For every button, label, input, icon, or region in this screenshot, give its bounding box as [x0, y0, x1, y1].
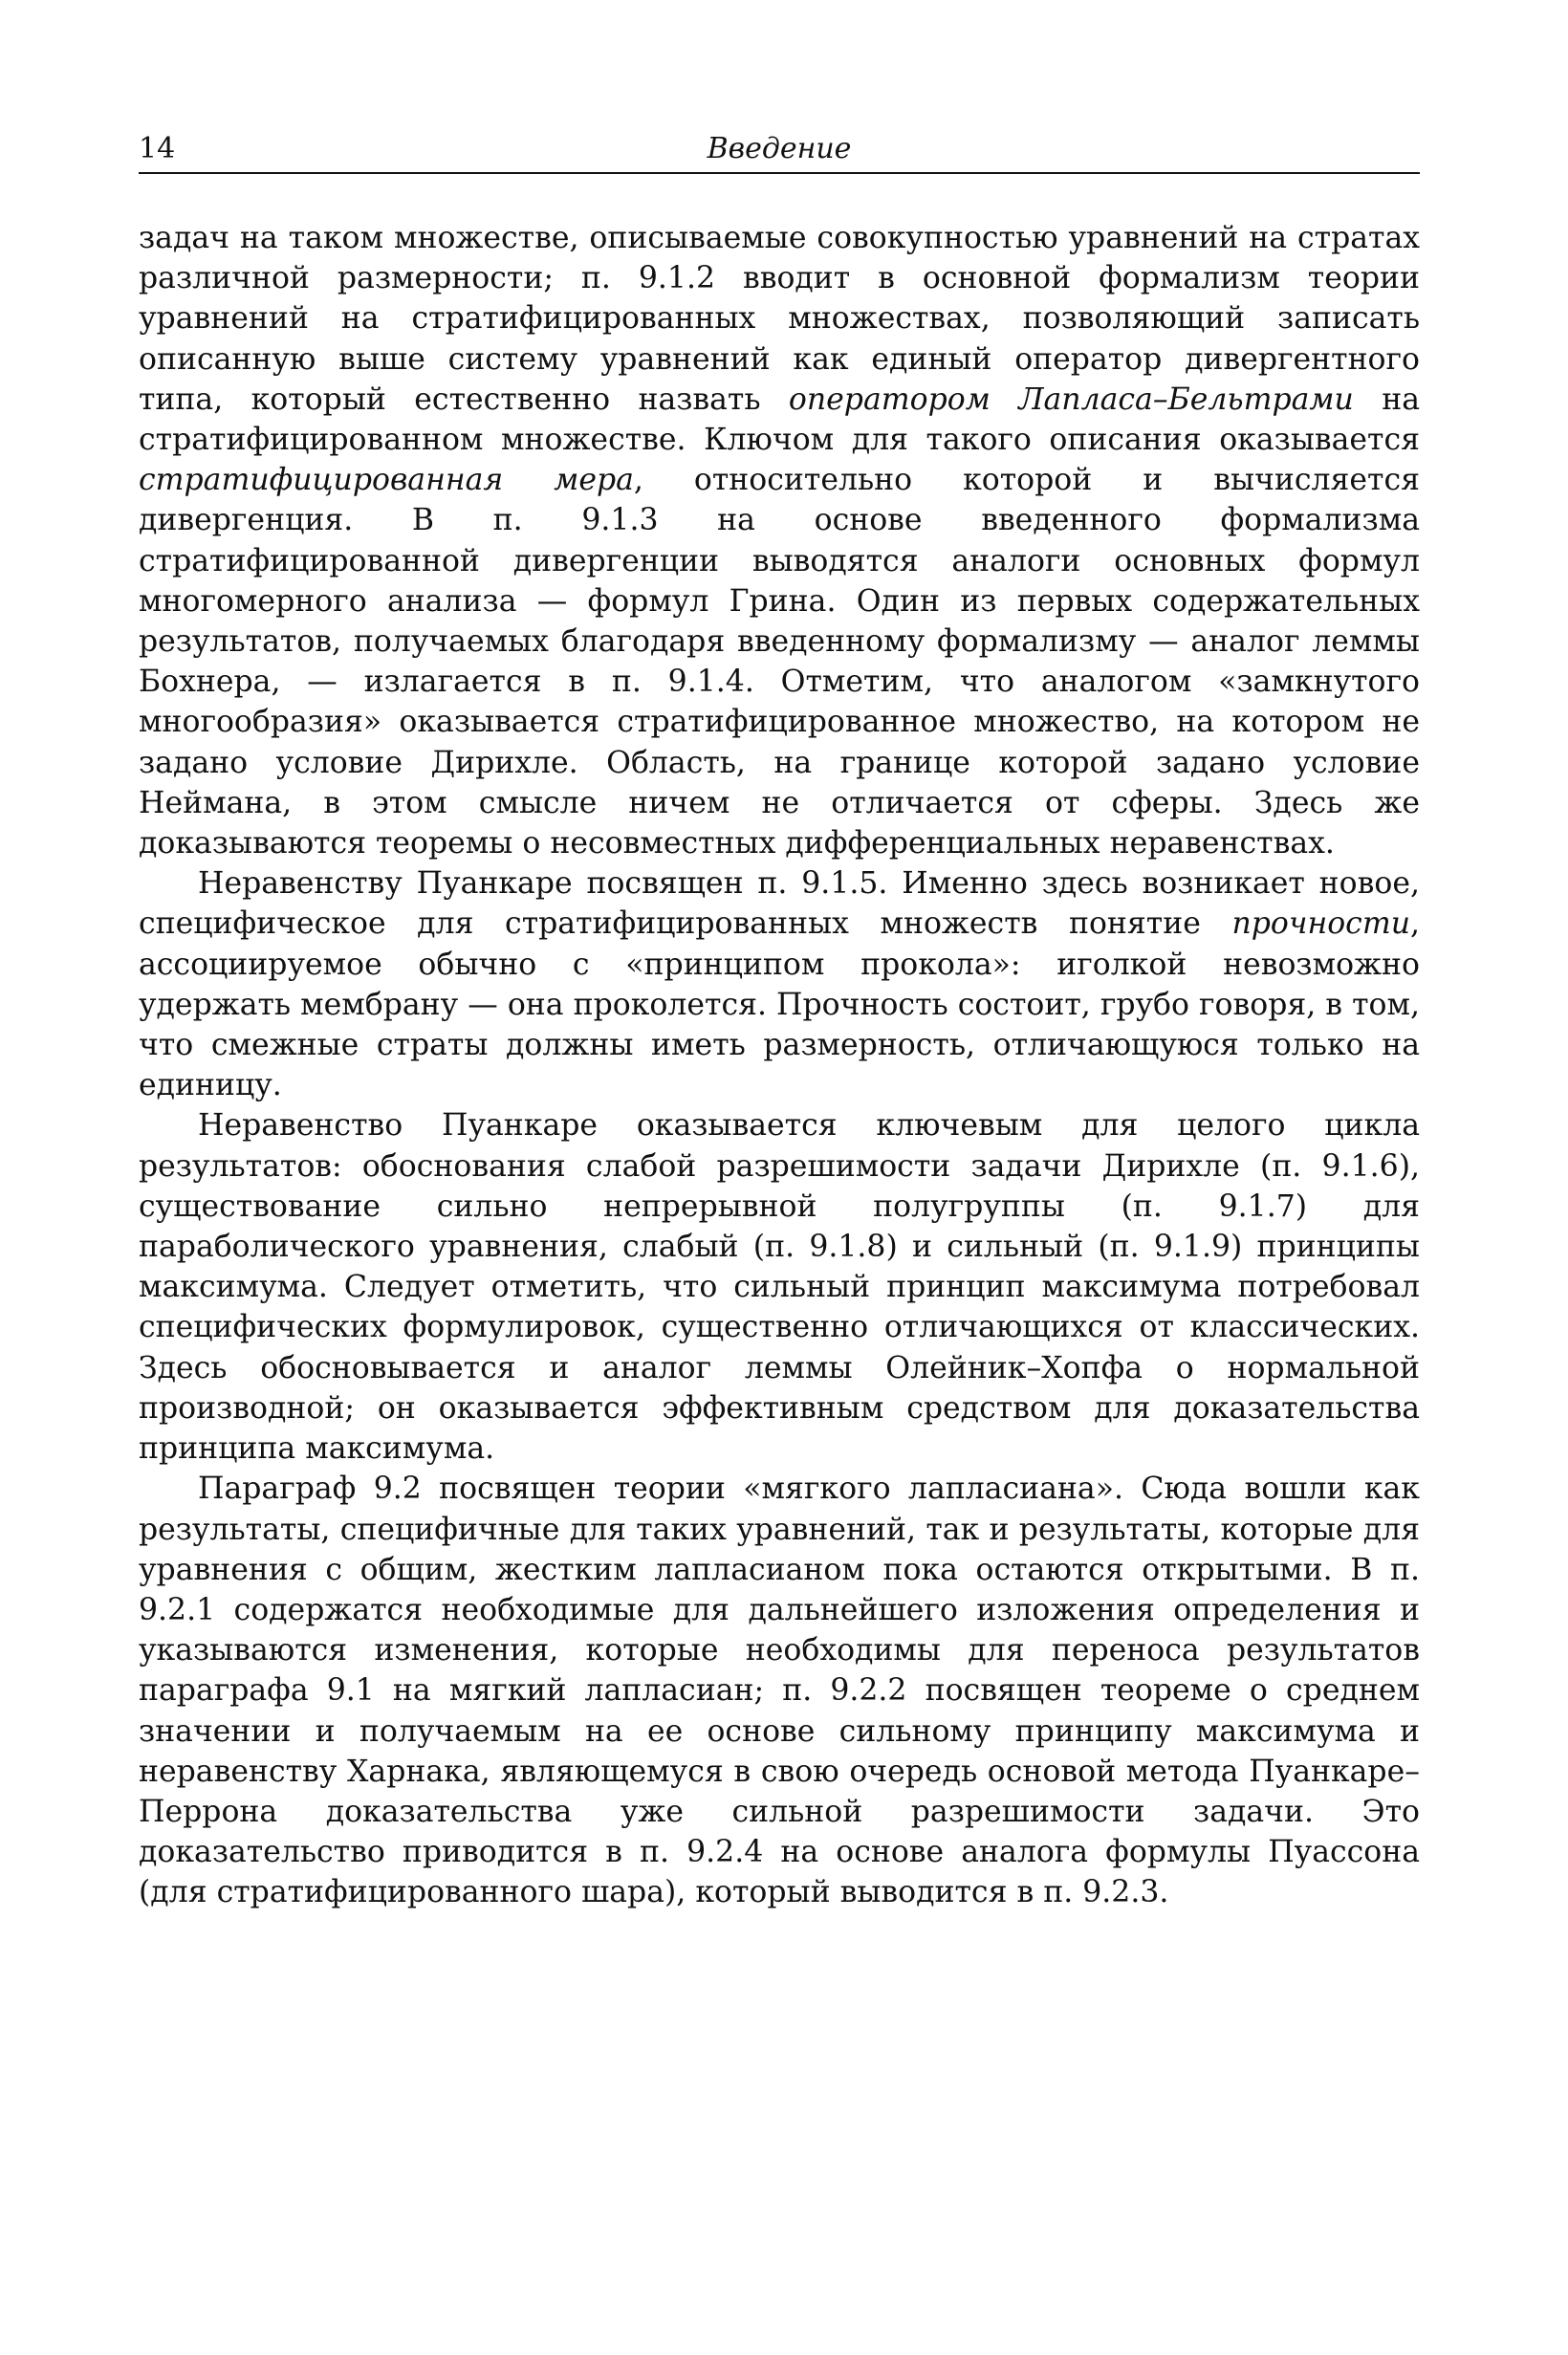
running-header [139, 132, 1420, 174]
term-stratified-measure: стратифицированная мера [139, 463, 634, 498]
paragraph-1-intro: задач на таком множестве, описываемые совокупностью уравнений на стратах различной размерности; п. 9.1.2 вводит в основной формализм теории уравнений на стратифицированных множествах, позволяющий записать описанную выше систему уравнений как единый оператор дивергентного типа, который естественно назвать [139, 221, 1420, 417]
page-number: 14 [139, 132, 176, 165]
paragraph-4: Параграф 9.2 посвящен теории «мягкого лапласиана». Сюда вошли как результаты, специфичные для таких уравнений, так и результаты, которые для уравнения с общим, жестким лапласианом пока остаются открытыми. В п. 9.2.1 содержатся необходимые для дальнейшего изложения определения и указываются изменения, которые необходимы для переноса результатов параграфа 9.1 на мягкий лапласиан; п. 9.2.2 посвящен теореме о среднем значении и получаемым на ее основе сильному принципу максимума и неравенству Харнака, являющемуся в свою очередь основой метода Пуанкаре–Перрона доказательства уже сильной разрешимости задачи. Это доказательство приводится в п. 9.2.4 на основе аналога формулы Пуассона (для стратифицированного шара), который выводится в п. 9.2.3. [139, 1472, 1420, 1910]
running-title: Введение [707, 132, 852, 165]
paragraph-2-rest: , ассоциируемое обычно с «принципом прокола»: иголкой невозможно удержать мембрану — она проколется. Прочность состоит, грубо говоря, в том, что смежные страты должны иметь размерность, отличающуюся только на единицу. [139, 906, 1420, 1103]
paragraph-3: Неравенство Пуанкаре оказывается ключевым для целого цикла результатов: обоснования слабой разрешимости задачи Дирихле (п. 9.1.6), существование сильно непрерывной полугруппы (п. 9.1.7) для параболического уравнения, слабый (п. 9.1.8) и сильный (п. 9.1.9) принципы максимума. Следует отметить, что сильный принцип максимума потребовал специфических формулировок, существенно отличающихся от классических. Здесь обосновывается и аналог леммы Олейник–Хопфа о нормальной производной; он оказывается эффективным средством для доказательства принципа максимума. [139, 1108, 1420, 1467]
paragraph-1-rest: , относительно которой и вычисляется дивергенция. В п. 9.1.3 на основе введенного формализма стратифицированной дивергенции выводятся аналоги основных формул многомерного анализа — формул Грина. Один из первых содержательных результатов, получаемых благодаря введенному формализму — аналог леммы Бохнера, — излагается в п. 9.1.4. Отметим, что аналогом «замкнутого многообразия» оказывается стратифицированное множество, на котором не задано условие Дирихле. Область, на границе которой задано условие Неймана, в этом смысле ничем не отличается от сферы. Здесь же доказываются теоремы о несовместных дифференциальных неравенствах. [139, 463, 1420, 861]
body-text [139, 218, 1420, 1913]
paragraph-1 [139, 218, 1420, 863]
paragraph-2-intro: Неравенству Пуанкаре посвящен п. 9.1.5. Именно здесь возникает новое, специфическое для стратифицированных множеств понятие [139, 866, 1420, 942]
paragraph-2 [139, 863, 1420, 1105]
term-strength: прочности [1231, 906, 1410, 942]
term-laplace-beltrami: оператором Лапласа–Бельтрами [788, 382, 1354, 417]
paragraph-1-mid: на стратифицированном множестве. Ключом для такого описания оказывается [139, 382, 1420, 458]
